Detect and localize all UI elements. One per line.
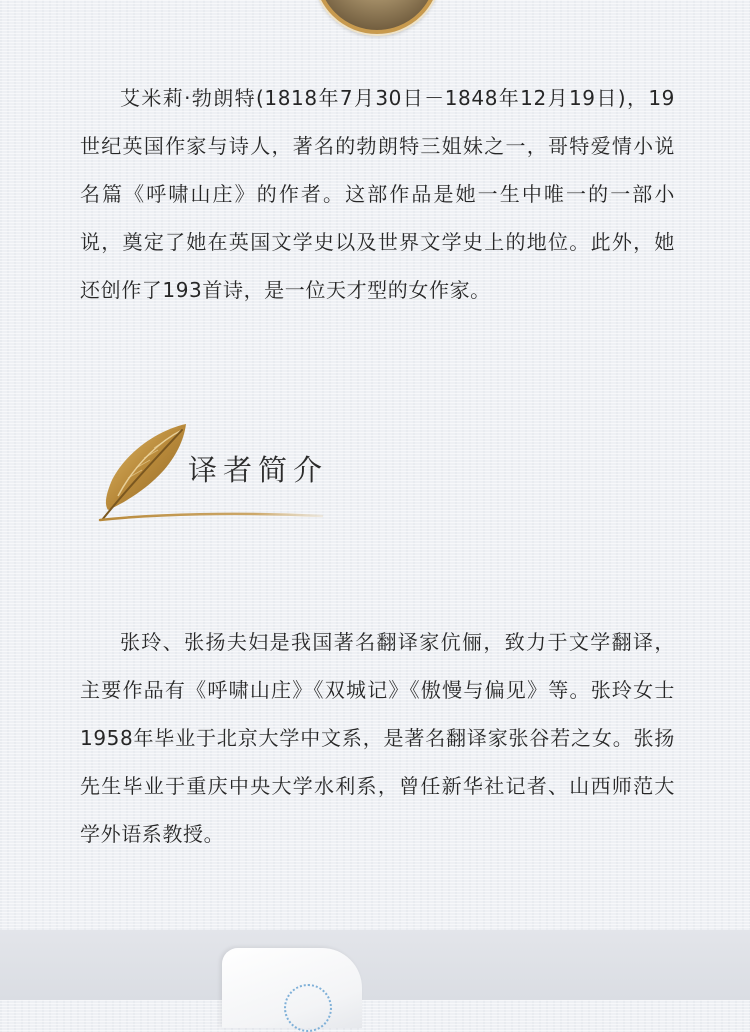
- author-intro-paragraph: 艾米莉·勃朗特(1818年7月30日－1848年12月19日)，19世纪英国作家与诗人，著名的勃朗特三姐妹之一，哥特爱情小说名篇《呼啸山庄》的作者。这部作品是她一生中唯一的一部小说，奠定了她在英国文学史以及世界文学史上的地位。此外，她还创作了193首诗，是一位天才型的女作家。: [80, 86, 675, 302]
- translator-section-heading: [96, 418, 336, 528]
- dotted-ring-decoration: [284, 984, 332, 1032]
- author-portrait-medallion: [314, 0, 440, 34]
- next-section-band: [0, 930, 750, 1000]
- translator-intro-paragraph: 张玲、张扬夫妇是我国著名翻译家伉俪，致力于文学翻译，主要作品有《呼啸山庄》《双城记》《傲慢与偏见》等。张玲女士1958年毕业于北京大学中文系，是著名翻译家张谷若之女。张扬先生毕业于重庆中央大学水利系，曾任新华社记者、山西师范大学外语系教授。: [80, 630, 675, 846]
- section-title: 译者简介: [188, 453, 329, 487]
